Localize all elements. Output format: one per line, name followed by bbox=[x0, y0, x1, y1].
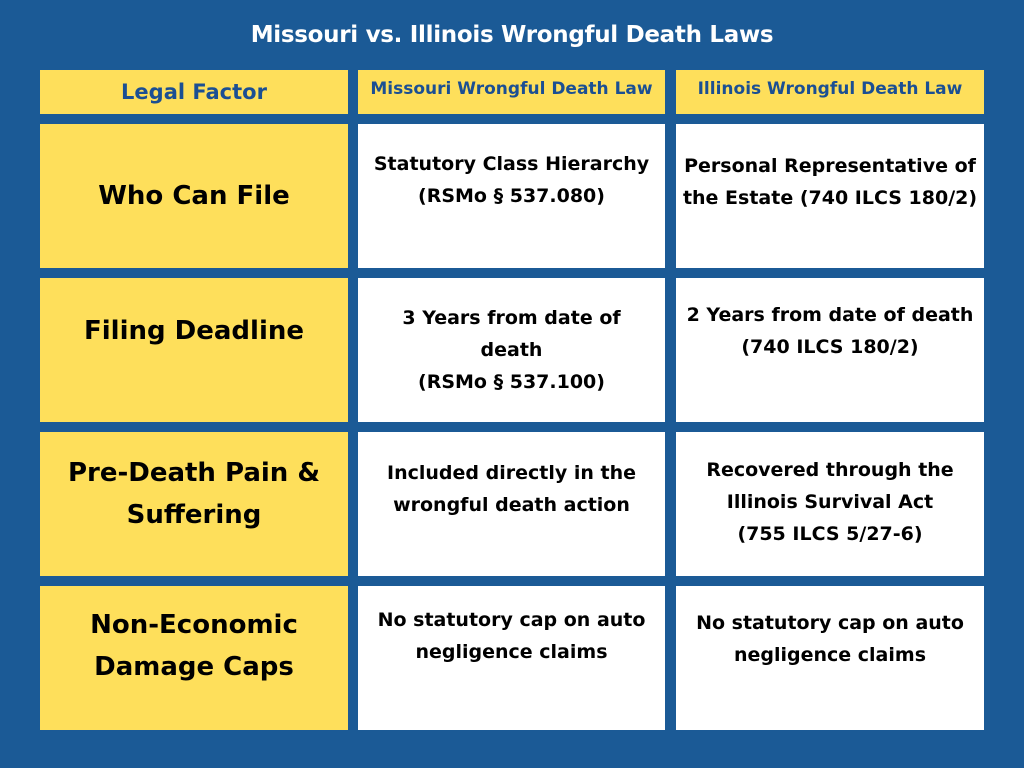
missouri-value: No statutory cap on auto negligence claims bbox=[377, 609, 646, 663]
factor-label: Filing Deadline bbox=[83, 316, 304, 346]
header-missouri bbox=[358, 70, 665, 114]
header-missouri-label: Missouri Wrongful Death Law bbox=[370, 79, 653, 99]
factor-pre-death-pain bbox=[40, 432, 348, 576]
illinois-pre-death-pain bbox=[676, 432, 984, 576]
missouri-who-can-file bbox=[358, 124, 665, 268]
factor-damage-caps bbox=[40, 586, 348, 730]
missouri-value: Statutory Class Hierarchy (RSMo § 537.080) bbox=[373, 153, 650, 207]
illinois-who-can-file bbox=[676, 124, 984, 268]
factor-label: Non-Economic Damage Caps bbox=[90, 610, 298, 682]
illinois-damage-caps bbox=[676, 586, 984, 730]
illinois-filing-deadline bbox=[676, 278, 984, 422]
illinois-value: Recovered through the Illinois Survival Act (755 ILCS 5/27-6) bbox=[706, 459, 954, 545]
missouri-value: 3 Years from date of death (RSMo § 537.100) bbox=[402, 307, 621, 393]
page-title: Missouri vs. Illinois Wrongful Death Laws bbox=[250, 22, 774, 48]
illinois-value: Personal Representative of the Estate (740 ILCS 180/2) bbox=[682, 155, 978, 209]
missouri-pre-death-pain bbox=[358, 432, 665, 576]
factor-who-can-file bbox=[40, 124, 348, 268]
factor-label: Pre-Death Pain & Suffering bbox=[67, 458, 321, 530]
header-legal-factor-label: Legal Factor bbox=[121, 80, 267, 104]
missouri-value: Included directly in the wrongful death action bbox=[387, 462, 636, 516]
illinois-value: 2 Years from date of death (740 ILCS 180/2) bbox=[686, 304, 974, 358]
header-illinois-label: Illinois Wrongful Death Law bbox=[697, 79, 963, 99]
missouri-filing-deadline bbox=[358, 278, 665, 422]
factor-filing-deadline bbox=[40, 278, 348, 422]
missouri-damage-caps bbox=[358, 586, 665, 730]
illinois-value: No statutory cap on auto negligence claims bbox=[696, 612, 964, 666]
header-legal-factor bbox=[40, 70, 348, 114]
factor-label: Who Can File bbox=[98, 181, 290, 211]
header-illinois bbox=[676, 70, 984, 114]
